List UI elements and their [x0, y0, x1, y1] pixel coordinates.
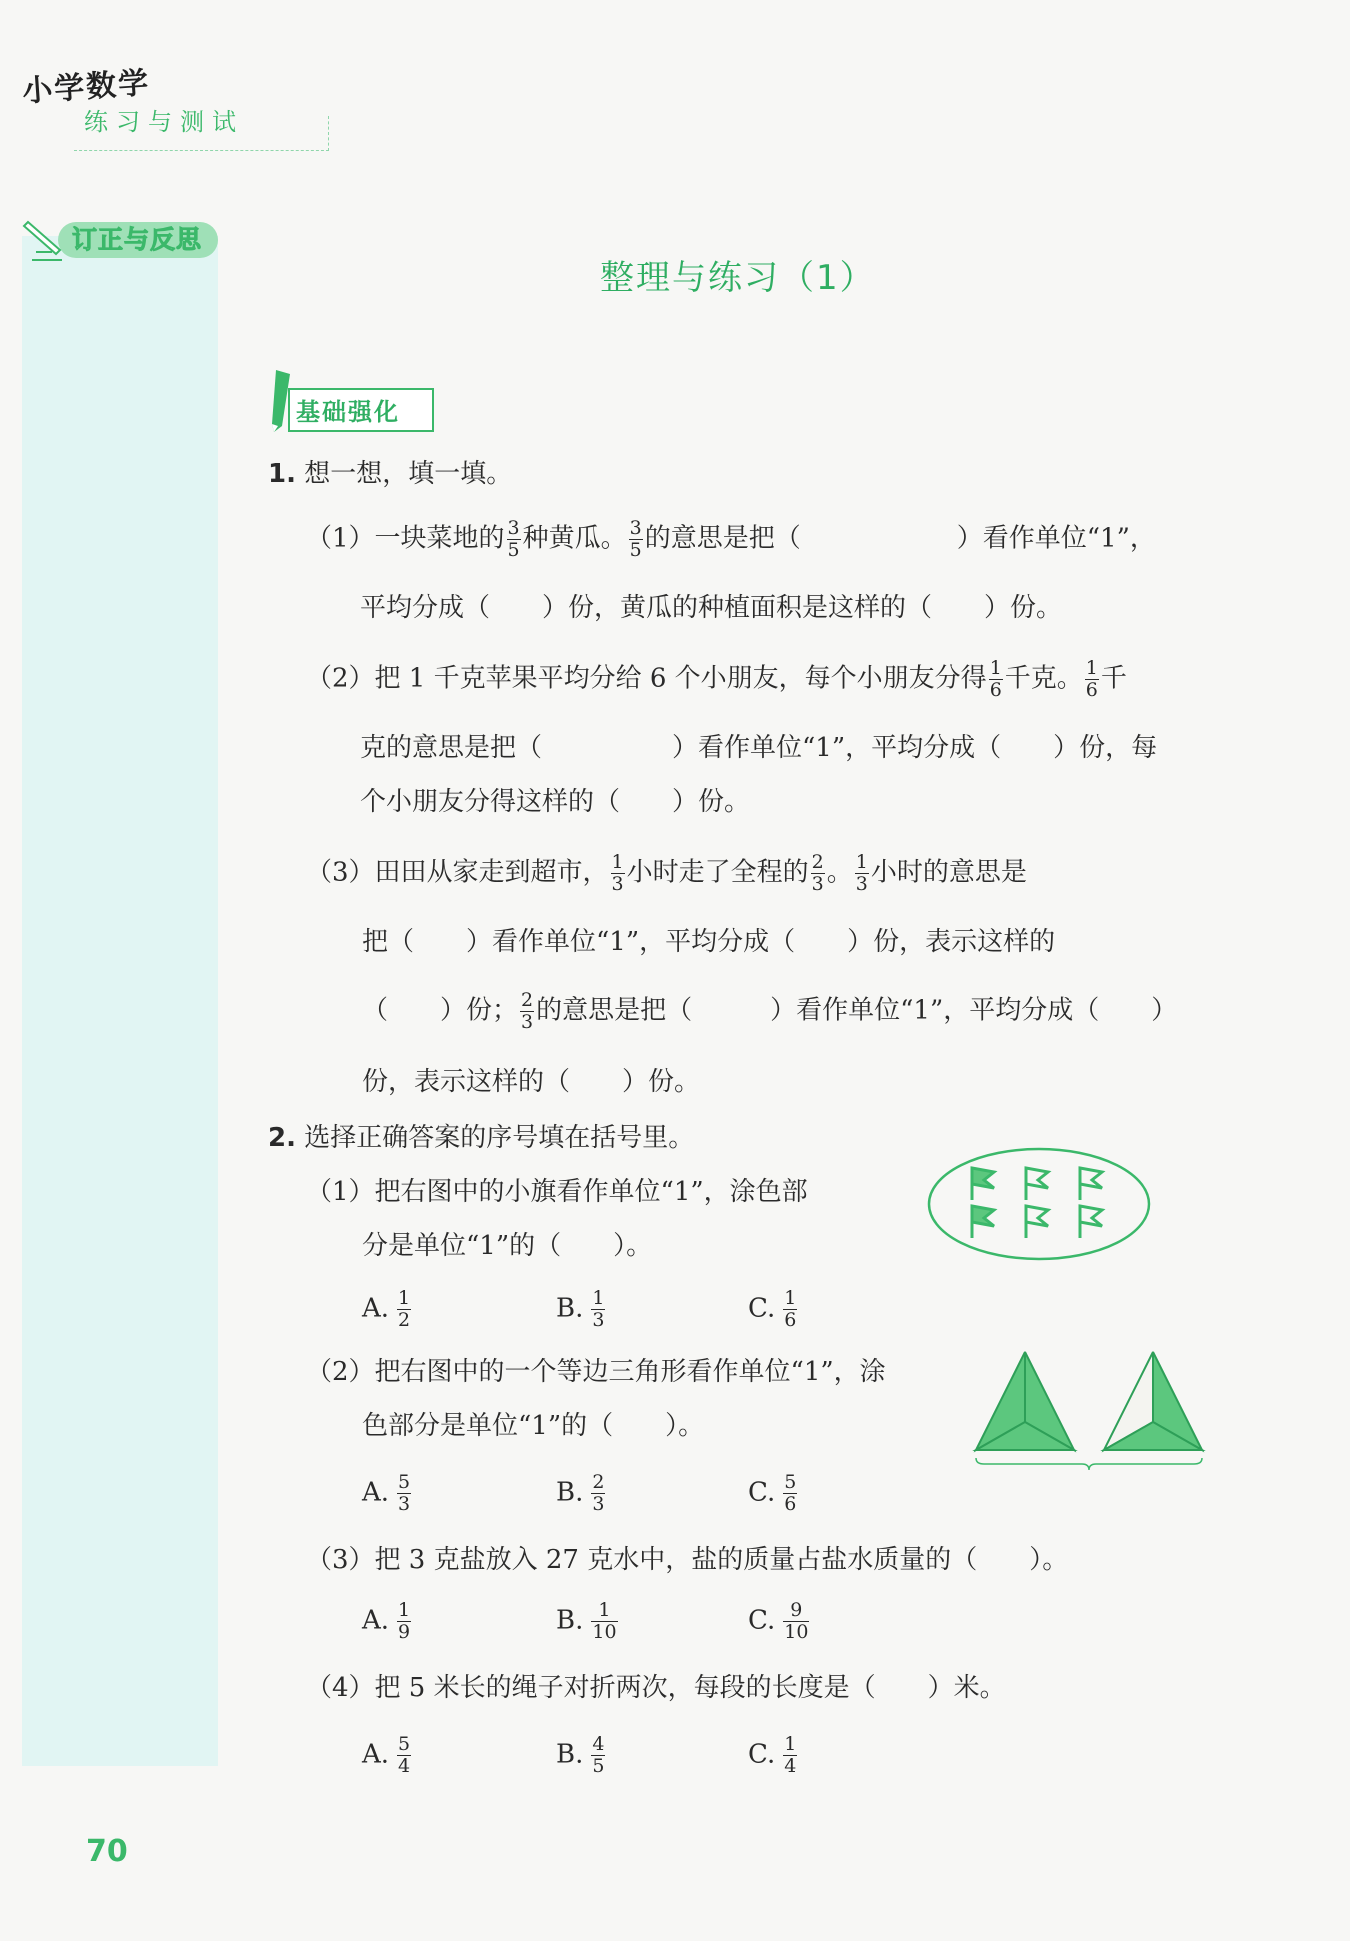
page-title: 整理与练习（1）: [600, 258, 876, 298]
pencil-icon: [24, 222, 62, 260]
fraction: [783, 1472, 797, 1515]
numerator: 5: [398, 1471, 411, 1493]
answer-option[interactable]: [748, 1472, 799, 1515]
answer-option[interactable]: [748, 1734, 799, 1777]
fraction: $\frac{1}{6}$: [1085, 657, 1098, 701]
q1-part3-line2: 把（ ）看作单位“1”，平均分成（ ）份，表示这样的: [362, 927, 1056, 957]
numerator: 9: [783, 1600, 809, 1622]
q1-part1-line2: 平均分成（ ）份，黄瓜的种植面积是这样的（ ）份。: [360, 593, 1063, 623]
option-label: B.: [556, 1477, 584, 1508]
q1-part1-line1: （1）一块菜地的 $\frac{3}{5}$ 种黄瓜。 $\frac{3}{5}$ 的意思是把（ ）看作单位“1”，: [306, 517, 1156, 561]
option-label: C.: [748, 1477, 776, 1508]
q1-part2-line1: （2）把 1 千克苹果平均分给 6 个小朋友，每个小朋友分得 $\frac{1}{6}$ 千克。 $\frac{1}{6}$ 千: [306, 657, 1127, 701]
option-label: A.: [362, 1605, 390, 1636]
fraction: [591, 1288, 605, 1331]
fraction: [783, 1734, 797, 1777]
question-2: 2. 选择正确答案的序号填在括号里。: [268, 1123, 695, 1153]
answer-option[interactable]: [362, 1288, 413, 1331]
fraction: $\frac{1}{6}$: [989, 657, 1002, 701]
q2-part1-line1: （1）把右图中的小旗看作单位“1”，涂色部: [306, 1177, 808, 1207]
answer-option[interactable]: [362, 1734, 413, 1777]
denominator: 4: [784, 1755, 797, 1777]
option-label: B.: [556, 1739, 584, 1770]
fraction: $\frac{1}{3}$: [611, 851, 624, 895]
denominator: 4: [398, 1755, 411, 1777]
denominator: 3: [398, 1493, 411, 1515]
denominator: 3: [592, 1493, 605, 1515]
q2-part1-line2: 分是单位“1”的（ ）。: [362, 1231, 653, 1261]
option-label: C.: [748, 1293, 776, 1324]
numerator: 1: [784, 1733, 797, 1755]
page-number: 70: [86, 1834, 128, 1869]
fraction: $\frac{1}{3}$: [855, 851, 868, 895]
brand-subtitle: 练习与测试: [84, 108, 244, 136]
fraction: [783, 1288, 797, 1331]
answer-option[interactable]: [556, 1734, 607, 1777]
fraction: [397, 1600, 411, 1643]
answer-option[interactable]: [362, 1600, 413, 1643]
numerator: 5: [398, 1733, 411, 1755]
q1-part3-line1: （3）田田从家走到超市， $\frac{1}{3}$ 小时走了全程的 $\frac{2}{3}$ 。 $\frac{1}{3}$ 小时的意思是: [306, 851, 1027, 895]
option-label: C.: [748, 1739, 776, 1770]
option-label: A.: [362, 1477, 390, 1508]
answer-option[interactable]: [748, 1288, 799, 1331]
brand-title: 小学数学: [21, 65, 152, 110]
fraction: [397, 1472, 411, 1515]
numerator: 1: [592, 1287, 605, 1309]
option-label: A.: [362, 1293, 390, 1324]
fraction: [591, 1472, 605, 1515]
q2-part2-line1: （2）把右图中的一个等边三角形看作单位“1”，涂: [306, 1357, 886, 1387]
fraction: [397, 1288, 411, 1331]
denominator: 2: [398, 1309, 411, 1331]
option-label: C.: [748, 1605, 776, 1636]
numerator: 2: [592, 1471, 605, 1493]
denominator: 6: [784, 1493, 797, 1515]
fraction: $\frac{2}{3}$: [811, 851, 824, 895]
q2-part3-line1: （3）把 3 克盐放入 27 克水中，盐的质量占盐水质量的（ ）。: [306, 1545, 1069, 1575]
fraction: [591, 1734, 605, 1777]
section-title: 基础强化: [296, 398, 400, 426]
answer-option[interactable]: [556, 1288, 607, 1331]
fraction: $\frac{3}{5}$: [507, 517, 520, 561]
q2-part4-line1: （4）把 5 米长的绳子对折两次，每段的长度是（ ）米。: [306, 1673, 1006, 1703]
fraction: $\frac{3}{5}$: [629, 517, 642, 561]
option-label: B.: [556, 1605, 584, 1636]
denominator: 10: [592, 1621, 617, 1643]
denominator: 5: [592, 1755, 605, 1777]
denominator: 9: [398, 1621, 411, 1643]
fraction: [591, 1600, 617, 1643]
denominator: 3: [592, 1309, 605, 1331]
numerator: 1: [784, 1287, 797, 1309]
numerator: 1: [398, 1599, 411, 1621]
fraction: $\frac{2}{3}$: [521, 989, 534, 1033]
sidebar-tab-label: 订正与反思: [72, 225, 203, 254]
q2-part2-line2: 色部分是单位“1”的（ ）。: [362, 1411, 705, 1441]
denominator: 10: [784, 1621, 809, 1643]
question-1: 1. 想一想，填一填。: [268, 459, 513, 489]
answer-option[interactable]: [748, 1600, 811, 1643]
option-label: B.: [556, 1293, 584, 1324]
q1-part3-line3: （ ）份； $\frac{2}{3}$ 的意思是把（ ）看作单位“1”，平均分成（ ）: [362, 989, 1178, 1033]
answer-option[interactable]: [556, 1472, 607, 1515]
denominator: 6: [784, 1309, 797, 1331]
numerator: 1: [591, 1600, 617, 1622]
fraction: [783, 1600, 809, 1643]
numerator: 4: [592, 1733, 605, 1755]
answer-option[interactable]: [362, 1472, 413, 1515]
reflection-sidebar: [22, 236, 218, 1766]
option-label: A.: [362, 1739, 390, 1770]
answer-option[interactable]: [556, 1600, 620, 1643]
q1-part2-line2: 克的意思是把（ ）看作单位“1”，平均分成（ ）份，每: [360, 733, 1158, 763]
numerator: 5: [784, 1471, 797, 1493]
triangles-figure: [970, 1346, 1216, 1472]
q1-part2-line3: 个小朋友分得这样的（ ）份。: [360, 787, 751, 817]
flags-figure: [924, 1144, 1154, 1264]
fraction: [397, 1734, 411, 1777]
q1-part3-line4: 份，表示这样的（ ）份。: [362, 1067, 701, 1097]
numerator: 1: [398, 1287, 411, 1309]
